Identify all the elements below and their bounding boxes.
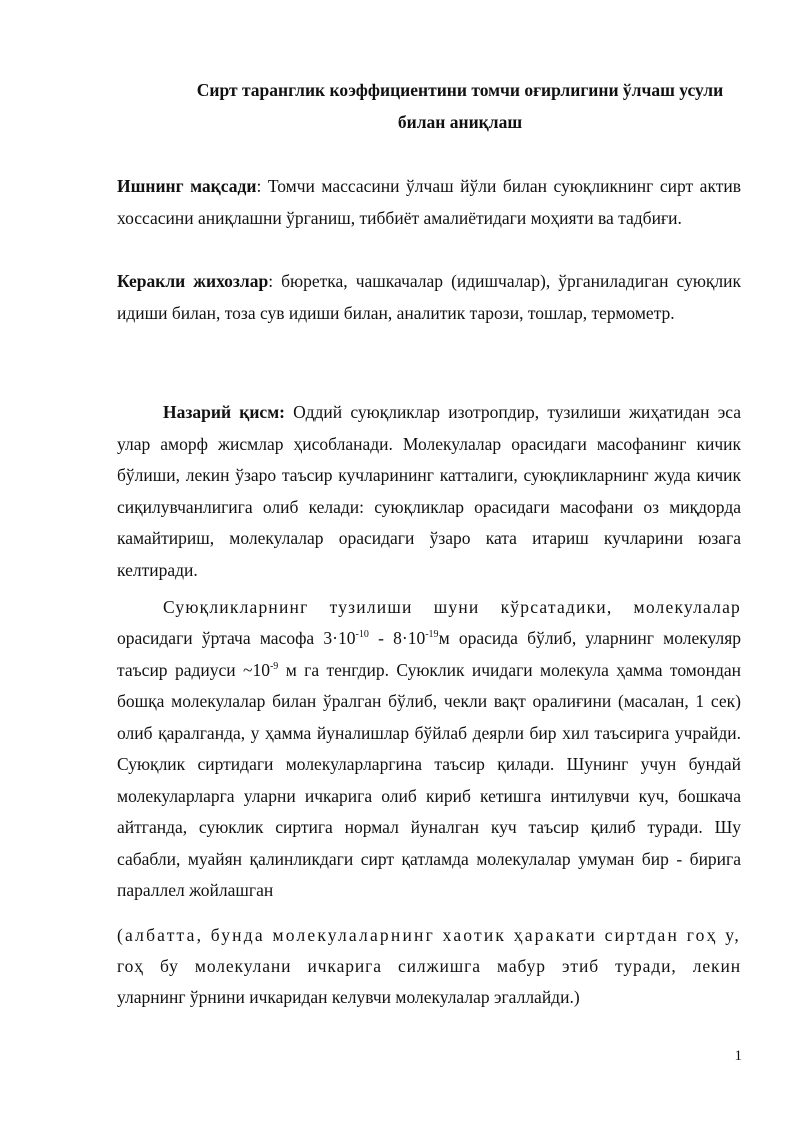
- equipment-label: Керакли жихозлар: [117, 271, 269, 291]
- page-number: 1: [734, 1048, 742, 1064]
- title-line-2: билан аниқлаш: [397, 112, 523, 132]
- exponent-1: -10: [355, 629, 369, 640]
- goal-paragraph: [117, 171, 741, 234]
- document-title: [160, 74, 760, 138]
- exponent-2: -19: [425, 629, 439, 640]
- exponent-3: -9: [269, 660, 279, 672]
- theory-text: Оддий суюқликлар изотропдир, тузилиши жиҳатидан эса улар аморф жисмлар ҳисобланади. Молекулалар орасидаги масофанинг кичик бўлиши, лекин ўзаро таъсир кучларининг катталиги, суюқликларнинг жуда кичик сиқилувчанлигига олиб келади: суюқликлар орасидаги масофани оз миқдорда камайтириш, молекулалар орасидаги ўзаро ката итариш кучларини юзага келтиради.: [117, 402, 741, 580]
- goal-text: : Томчи массасини ўлчаш йўли билан суюқликнинг сирт актив хоссасини аниқлашни ўрганиш, тиббиёт амалиётидаги моҳияти ва тадбиғи.: [117, 176, 741, 228]
- goal-label: Ишнинг мақсади: [117, 176, 257, 196]
- para2-seg2: - 8·10: [368, 628, 426, 648]
- theory-paragraph: [117, 397, 741, 586]
- para2-first-line: Суюқликларнинг тузилиши шуни кўрсатадики, молекулалар: [163, 597, 741, 617]
- equipment-paragraph: [117, 266, 741, 329]
- para2-spaced-line-1: (албатта, бунда молекулаларнинг хаотик ҳаракати сиртдан гоҳ у,: [117, 925, 741, 945]
- para2-seg3: м орасида бўлиб, уларнинг молекуляр таъсир радиуси ~10: [117, 628, 742, 680]
- para2-seg1: орасидаги ўртача масофа 3·10: [117, 628, 356, 648]
- para2-spaced-line-2: гоҳ бу молекулани ичкарига силжишга мабур этиб туради, лекин: [117, 956, 741, 976]
- theory-label: Назарий қисм:: [163, 402, 285, 422]
- title-line-1: Сирт таранглик коэффициентини томчи оғирлигини ўлчаш усули: [196, 80, 724, 100]
- para2-seg4: м га тенгдир. Суюклик ичидаги молекула ҳамма томондан бошқа молекулалар билан ўралган бўлиб, чекли вақт оралиғини (масалан, 1 сек) олиб қаралганда, у ҳамма йуналишлар бўйлаб деярли бир хил таъсирига учрайди. Суюқлик сиртидаги молекуларларгина таъсир қилади. Шунинг учун бундай молекуларларга уларни ичкарига олиб кириб кетишга интилувчи куч, бошкача айтганда, суюклик сиртига нормал йуналган куч таъсир қилиб туради. Шу сабабли, муайян қалинликдаги сирт қатламда молекулалар умуман бир - бирига параллел жойлашган: [117, 659, 741, 900]
- para2-body: [117, 623, 741, 907]
- para2-last-line: уларнинг ўрнини ичкаридан келувчи молекулалар эгаллайди.): [117, 987, 580, 1007]
- equipment-text: : бюретка, чашкачалар (идишчалар), ўрганиладиган суюқлик идиши билан, тоза сув идиши билан, аналитик тарози, тошлар, термометр.: [117, 271, 741, 323]
